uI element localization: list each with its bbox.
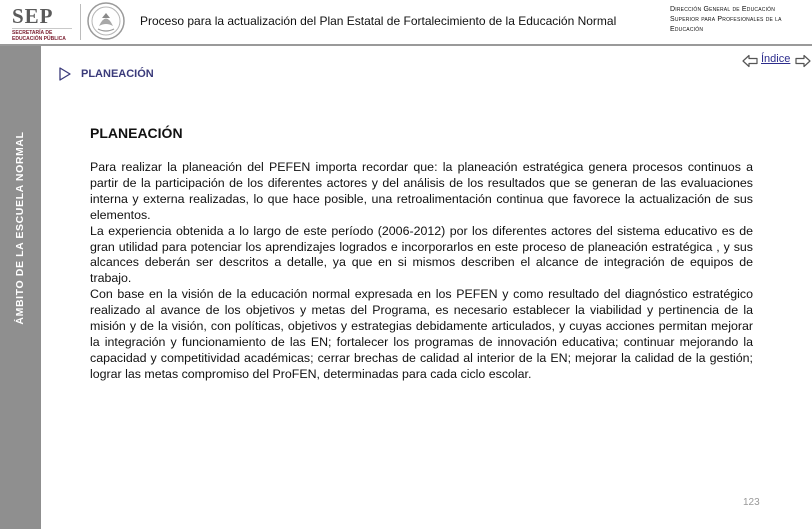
sep-logo-subtitle: SECRETARÍA DE EDUCACIÓN PÚBLICA [12,30,66,42]
index-link[interactable]: Índice [761,53,791,65]
page-number: 123 [743,497,760,508]
national-seal-icon [86,1,126,41]
header-rule [0,44,812,46]
paragraph-experience: La experiencia obtenida a lo largo de este período (2006-2012) por los diferentes actores del sistema educativo es de gran utilidad para potenciar los aprendizajes logrados e incorporarlos en este proceso de planeación estratégica , y sus alcances deberán ser descritos a detalle, ya que en si mismos describen el alcance de integración de equipos de trabajo. [90,223,753,286]
header-organization: Dirección General de Educación Superior para Profesionales de la Educación [670,6,782,33]
sep-logo [4,2,76,42]
arrow-right-icon[interactable] [795,54,811,68]
section-title: PLANEACIÓN [90,125,183,141]
paragraph-vision: Con base en la visión de la educación normal expresada en los PEFEN y como resultado del diagnóstico estratégico realizado al avance de los objetivos y metas del Programa, es necesario establecer la viabilidad y pertinencia de la misión y de la visión, con políticas, objetivos y estrategias debidamente articulados, y cuyas acciones permitan mejorar la integración y funcionamiento de las EN; fortalecer los programas de innovación educativa; continuar mejorando la capacidad y competitividad académicas; cerrar brechas de calidad al interior de la EN; mejorar la calidad de la gestión; lograr las metas compromiso del ProFEN, determinadas para cada ciclo escolar. [90,287,753,381]
page-header [0,0,812,44]
sep-logo-text: SEP [12,4,54,28]
triangle-right-icon [58,67,72,81]
sidebar-label: ÁMBITO DE LA ESCUELA NORMAL [14,131,26,325]
paragraph-intro: Para realizar la planeación del PEFEN importa recordar que: la planeación estratégica genera procesos continuos a partir de la participación de los diferentes actores y del análisis de los resultados que se generan de las evaluaciones interna y externa realizadas, lo que hace posible, una retroalimentación continua que favorece la actualización de sus elementos. [90,160,753,222]
header-title: Proceso para la actualización del Plan Estatal de Fortalecimiento de la Educación Normal [140,14,617,28]
main-content [90,160,753,383]
sep-logo-line [12,28,72,29]
header-divider [80,4,81,40]
arrow-left-icon[interactable] [742,54,758,68]
breadcrumb-label: PLANEACIÓN [81,68,154,80]
